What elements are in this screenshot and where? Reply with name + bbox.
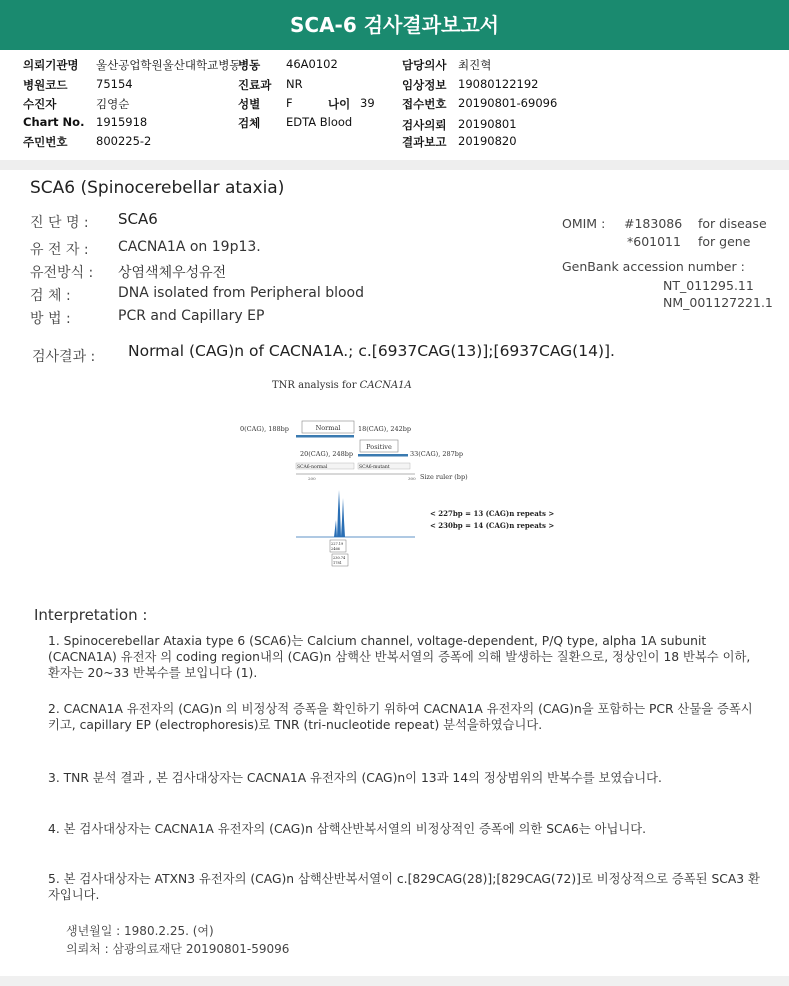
positive-left-label: 20(CAG), 248bp [300, 450, 354, 458]
normal-right-label: 18(CAG), 242bp [358, 425, 412, 433]
request-label: 검사의뢰 [402, 118, 447, 132]
omim-label: OMIM : [562, 216, 606, 231]
figure-title: TNR analysis for CACNA1A [272, 380, 412, 391]
peak-label-1b: 2466 [331, 547, 340, 551]
omim-gene-note: for gene [698, 234, 751, 249]
interpretation-item-3: 3. TNR 분석 결과 , 본 검사대상자는 CACNA1A 유전자의 (CAG)n이 13과 14의 정상범위의 반복수를 보였습니다. [48, 771, 662, 785]
section-divider [0, 160, 789, 170]
normal-range-bar [296, 435, 354, 438]
code-label: 병원코드 [23, 78, 68, 92]
inst-label: 의뢰기관명 [23, 58, 79, 72]
age-label: 나이 [328, 97, 351, 111]
ruler-normal-label: SCA6-normal [297, 465, 328, 470]
inheritance-label: 유전방식 : [30, 265, 94, 281]
ruler-tick-200: 200 [308, 476, 316, 481]
peak-label-1a: 227.19 [331, 542, 344, 546]
doctor-label: 담당의사 [402, 58, 447, 72]
report-body [0, 170, 789, 976]
interpretation-title: Interpretation : [34, 606, 148, 624]
peak-note-2: < 230bp = 14 (CAG)n repeats > [430, 521, 555, 530]
normal-left-label: 0(CAG), 188bp [240, 425, 289, 433]
doctor-value: 최진혁 [458, 58, 492, 72]
diagnosis-value: SCA6 [118, 210, 158, 228]
method-value: PCR and Capillary EP [118, 308, 265, 324]
size-ruler-label: Size ruler (bp) [420, 473, 468, 481]
disease-title: SCA6 (Spinocerebellar ataxia) [30, 178, 285, 198]
report-header [0, 0, 789, 48]
peak-label-2b: 1781 [333, 561, 342, 565]
rrn-label: 주민번호 [23, 135, 68, 149]
result-label: 검사결과 : [32, 349, 96, 365]
receipt-label: 접수번호 [402, 97, 447, 111]
normal-box-label: Normal [315, 424, 341, 432]
bottom-margin [0, 976, 789, 986]
ward-value: 46A0102 [286, 57, 338, 71]
peak-13-repeats [334, 490, 341, 537]
sex-label: 성별 [238, 97, 261, 111]
birth-date: 생년월일 : 1980.2.25. (여) [66, 924, 214, 938]
request-value: 20190801 [458, 117, 517, 131]
omim-gene-id: *601011 [627, 234, 681, 249]
dept-label: 진료과 [238, 78, 272, 92]
chart-label: Chart No. [23, 115, 85, 129]
specimen-label: 검체 [238, 116, 261, 130]
peak-14-repeats [341, 498, 345, 537]
interpretation-item-1: 1. Spinocerebellar Ataxia type 6 (SCA6)는 Calcium channel, voltage-dependent, P/Q type, alpha 1A subunit (CACNA1A) 유전자 의 coding region내의 (CAG)n 삼핵산 반복서열의 증폭에 의해 발생하는 질환으로, 정상인이 18 반복수 이하, 환자는 20~33 반복수를 보입니다 (1). [48, 634, 751, 680]
requester: 의뢰처 : 삼광의료재단 20190801-59096 [66, 942, 290, 956]
age-value: 39 [360, 96, 375, 110]
peak-label-2a: 230.74 [333, 556, 346, 560]
omim-disease-note: for disease [698, 216, 767, 231]
inheritance-value: 상염색체우성유전 [118, 265, 227, 281]
report-date-value: 20190820 [458, 134, 517, 148]
sex-value: F [286, 96, 293, 110]
peak-note-1: < 227bp = 13 (CAG)n repeats > [430, 509, 555, 518]
clinical-value: 19080122192 [458, 77, 539, 91]
gene-label: 유 전 자 : [30, 242, 89, 258]
receipt-value: 20190801-69096 [458, 96, 558, 110]
interpretation-item-2: 2. CACNA1A 유전자의 (CAG)n 의 비정상적 증폭을 확인하기 위하여 CACNA1A 유전자의 (CAG)n을 포함하는 PCR 산물을 증폭시키고, capillary EP (electrophoresis)로 TNR (tri-nucleotide repeat) 분석을하였습니다. [48, 702, 753, 732]
interpretation-item-4: 4. 본 검사대상자는 CACNA1A 유전자의 (CAG)n 삼핵산반복서열의 비정상적인 증폭에 의한 SCA6는 아닙니다. [48, 822, 647, 836]
genbank-label: GenBank accession number : [562, 259, 745, 274]
specimen-value: EDTA Blood [286, 115, 353, 129]
positive-box-label: Positive [366, 443, 392, 451]
inst-value: 울산공업학원울산대학교병동 [96, 58, 241, 72]
gene-value: CACNA1A on 19p13. [118, 239, 261, 255]
collector-label: 수진자 [23, 97, 57, 111]
method-label: 방 법 : [30, 311, 71, 327]
chart-value: 1915918 [96, 115, 148, 129]
report-date-label: 결과보고 [402, 135, 447, 149]
genbank-nt: NT_011295.11 [663, 278, 754, 293]
specimen-row-label: 검 체 : [30, 288, 71, 304]
result-value: Normal (CAG)n of CACNA1A.; c.[6937CAG(13)];[6937CAG(14)]. [128, 342, 615, 360]
omim-disease-id: #183086 [624, 216, 683, 231]
ward-label: 병동 [238, 58, 261, 72]
ruler-tick-300: 300 [408, 476, 416, 481]
collector-value: 김영순 [96, 97, 130, 111]
genbank-nm: NM_001127221.1 [663, 295, 773, 310]
dept-value: NR [286, 77, 303, 91]
positive-range-bar [358, 454, 408, 457]
report-title: SCA-6 검사결과보고서 [290, 13, 499, 37]
diagnosis-label: 진 단 명 : [30, 215, 89, 231]
specimen-row-value: DNA isolated from Peripheral blood [118, 285, 365, 301]
tnr-analysis-figure [230, 370, 590, 580]
interpretation-item-5: 5. 본 검사대상자는 ATXN3 유전자의 (CAG)n 삼핵산반복서열이 c.[829CAG(28)];[829CAG(72)]로 비정상적으로 증폭된 SCA3 환자입니다. [48, 872, 760, 902]
ruler-mutant-label: SCA6-mutant [359, 465, 390, 470]
code-value: 75154 [96, 77, 133, 91]
rrn-value: 800225-2 [96, 134, 152, 148]
positive-right-label: 33(CAG), 287bp [410, 450, 464, 458]
header-divider [0, 48, 789, 50]
clinical-label: 임상정보 [402, 78, 447, 92]
